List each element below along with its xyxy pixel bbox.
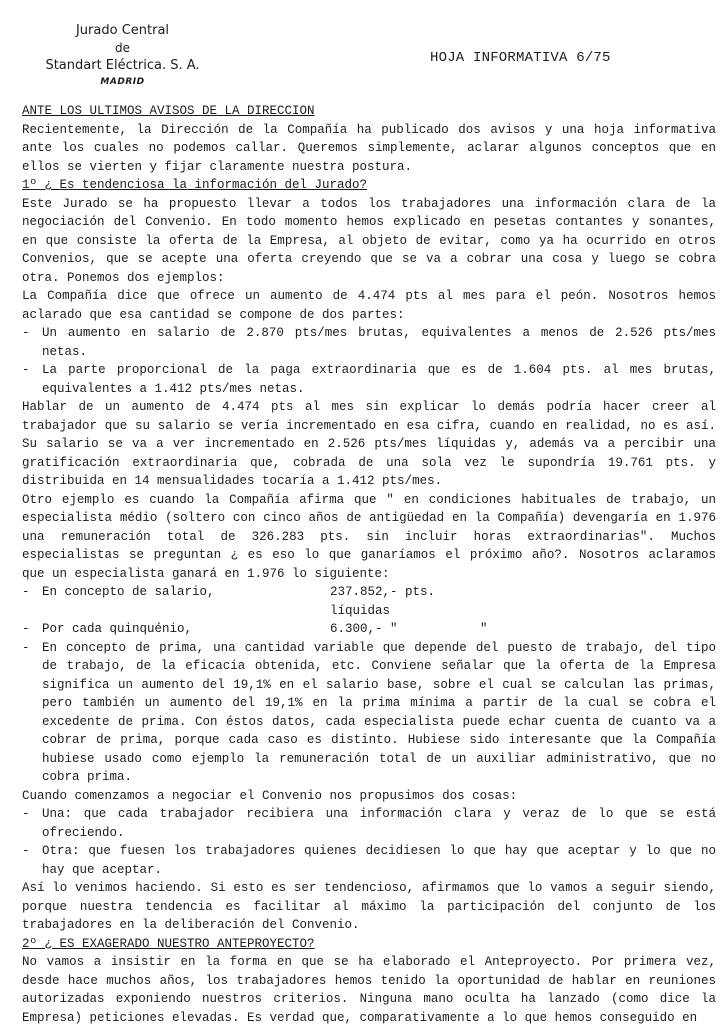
list-item-text: Un aumento en salario de 2.870 pts/mes brutas, equivalentes a menos de 2.526 pts/mes netas. xyxy=(42,326,716,359)
document-body xyxy=(22,102,716,1027)
list-item-text: La parte proporcional de la paga extraordinaria que es de 1.604 pts. al mes brutas, equivalentes a 1.412 pts/mes netas. xyxy=(42,363,716,396)
list-dash: - xyxy=(22,622,30,636)
list-item-text: Otra: que fuesen los trabajadores quienes decidiesen lo que hay que aceptar y lo que no hay que aceptar. xyxy=(42,844,716,877)
list-dash: - xyxy=(22,640,30,655)
salary-row-label: En concepto de salario, xyxy=(42,585,215,599)
list-dash: - xyxy=(22,363,30,377)
document-number: HOJA INFORMATIVA 6/75 xyxy=(430,50,611,66)
org-city: MADRID xyxy=(100,77,145,87)
section2-heading: 2º ¿ ES EXAGERADO NUESTRO ANTEPROYECTO? xyxy=(22,936,315,951)
section1-heading: 1º ¿ Es tendenciosa la información del Jurado? xyxy=(22,178,368,192)
list-item-text: Una: que cada trabajador recibiera una información clara y veraz de lo que se está ofreciendo. xyxy=(42,807,716,840)
document-title: ANTE LOS ULTIMOS AVISOS DE LA DIRECCION xyxy=(22,104,315,118)
org-name-line2: de xyxy=(115,41,130,55)
salary-row-label: Por cada quinquénio, xyxy=(42,622,193,636)
salary-row-amount: 6.300,- " xyxy=(330,622,398,636)
list-item xyxy=(22,324,716,361)
list-dash: - xyxy=(22,844,30,858)
salary-row xyxy=(22,620,716,639)
salary-row-ditto: " xyxy=(480,622,488,636)
salary-row xyxy=(22,583,716,620)
section2-paragraph-1: No vamos a insistir en la forma en que se ha elaborado el Anteproyecto. Por primera vez, desde hace muchos años, los trabajadores hemos tenido la oportunidad de hablar en reuniones autorizadas exponiendo nuestros criterios. Ninguna mano oculta ha lanzado (como dice la Empresa) peticiones elevadas. Es verdad que, comparativamente a lo que hemos conseguido en xyxy=(22,955,716,1025)
section1-paragraph-6: Así lo venimos haciendo. Si esto es ser tendencioso, afirmamos que lo vamos a seguir siendo, porque nuestra tendencia es facilitar al máximo la participación del conjunto de los trabajadores en la deliberación del Convenio. xyxy=(22,881,716,932)
section1-paragraph-5: Cuando comenzamos a negociar el Convenio nos propusimos dos cosas: xyxy=(22,788,518,803)
list-dash: - xyxy=(22,326,30,340)
list-item xyxy=(22,842,716,879)
list-dash: - xyxy=(22,585,30,599)
list-item xyxy=(22,805,716,842)
list-item xyxy=(22,361,716,398)
salary-row-amount: 237.852,- pts. líquidas xyxy=(330,585,436,618)
section1-paragraph-4: Otro ejemplo es cuando la Compañía afirma que " en condiciones habituales de trabajo, un especialista médio (soltero con cinco años de antigüedad en la Compañía) devengaría en 1.976 una remuneración total de 326.283 pts. sin incluir horas extraordinarias". Muchos especialistas se preguntan ¿ es eso lo que ganaríamos el próximo año?. Nosotros aclaramos que un especialista ganará en 1.976 lo siguiente: xyxy=(22,492,716,581)
salary-row-ditto xyxy=(480,583,716,620)
org-name-line1: Jurado Central xyxy=(75,23,170,38)
org-name-line3: Standart Eléctrica. S. A. xyxy=(45,58,200,73)
list-item xyxy=(22,639,716,787)
section1-paragraph-2: La Compañía dice que ofrece un aumento de 4.474 pts al mes para el peón. Nosotros hemos aclarado que esa cantidad se compone de dos partes: xyxy=(22,289,716,322)
intro-paragraph: Recientemente, la Dirección de la Compañía ha publicado dos avisos y una hoja informativa ante los cuales no podemos callar. Queremos simplemente, aclarar algunos conceptos que en ellos se vierten y fijar claramente nuestra postura. xyxy=(22,122,716,174)
list-dash: - xyxy=(22,807,30,821)
list-item-text: En concepto de prima, una cantidad variable que depende del puesto de trabajo, del tipo de trabajo, de la eficacia obtenida, etc. Conviene señalar que la oferta de la Empresa significa un aumento del 19,1% en el salario base, sobre el cual se calculan las primas, pero también un aumento del 19,1% en la prima mínima a partir de la cual se cobra el excedente de prima. Con éstos datos, cada especialista puede echar cuenta de cuanto va a cobrar de prima, porque cada caso es distinto. Hubiese sido interesante que la Compañía hubiese usado como ejemplo la remuneración total de un auxiliar administrativo, que no cobra prima. xyxy=(42,640,716,784)
section1-paragraph-1: Este Jurado se ha propuesto llevar a todos los trabajadores una información clara de la negociación del Convenio. En todo momento hemos explicado en pesetas contantes y sonantes, en que consiste la oferta de la Empresa, al objeto de evitar, como ya ha ocurrido en otros Convenios, que se acepte una oferta creyendo que se va a cobrar una cosa y luego se cobra otra. Ponemos dos ejemplos: xyxy=(22,196,716,285)
section1-paragraph-3: Hablar de un aumento de 4.474 pts al mes sin explicar lo demás podría hacer creer al trabajador que su salario se vería incrementado en esa cifra, cuando en realidad, no es así. Su salario se va a ver incrementado en 2.526 pts/mes líquidas y, además va a percibir una gratificación extraordinaria que, cobrada de una sola vez le supondría 19.761 pts. y distribuida en 14 mensualidades tocaría a 1.412 pts/mes. xyxy=(22,400,716,488)
organization-stamp xyxy=(40,22,205,89)
